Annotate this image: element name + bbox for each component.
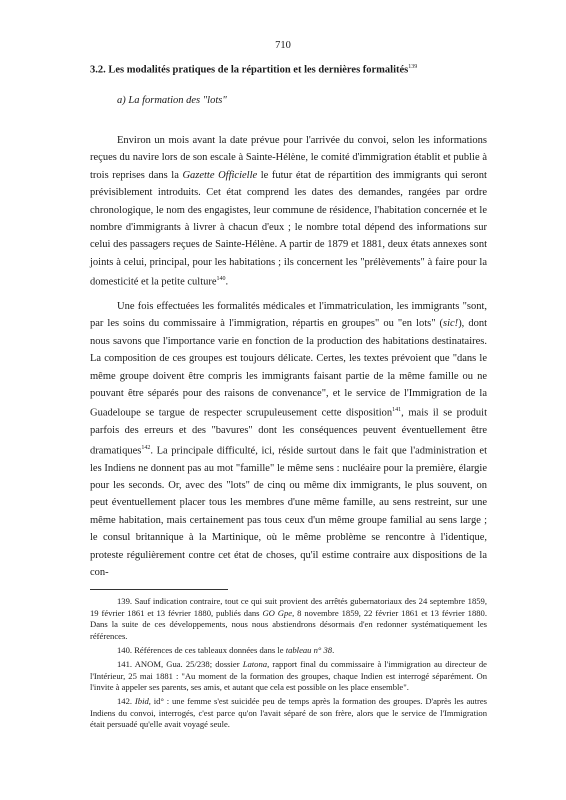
footnote-140-italic: tableau n° 38: [285, 644, 333, 655]
footnote-139-italic: GO Gpe: [262, 607, 293, 618]
paragraph-2: [90, 298, 487, 582]
sic-mark: sic!: [443, 318, 459, 330]
section-heading: [90, 64, 490, 76]
footnote-142-text-b: , id° : une femme s'est suicidée peu de temps après la formation des groupes. D'après les autres Indiens du convoi, interrogés, c'est parce qu'on l'avait séparé de son frère, alors que le service de l'Immigration était persuadé qu'elle avait voyagé seule.: [90, 696, 488, 730]
footnote-141: [90, 659, 487, 694]
footnote-139-text-a: 139. Sauf indication contraire, tout ce qui suit provient des arrêtés gubernatoriaux des 24 septembre 1859, 19 février 1861 et 13 février 1880, publiés dans: [90, 596, 487, 618]
footnote-139: [90, 596, 487, 642]
footnote-ref-140: 140: [216, 276, 226, 283]
paragraph-1-text-b: le futur état de répartition des immigrants qui seront prévisiblement introduits. Cet état comprend les dates des demandes, rangées par ordre chronologique, le nom des engagistes, leur commune de résidence, l'habitation concernée et le nombre d'immigrants à livrer à chacun d'eux ; le nombre total dépend des informations sur celui des passagers reçues de Sainte-Hélène. A partir de 1879 et 1881, deux états annexes sont joints à celui, principal, pour les habitations ; ils concernent les "prélèvements" à faire pour la domesticité et la petite culture: [90, 169, 487, 288]
page-number: 710: [275, 40, 291, 51]
footnote-141-text-b: , rapport final du commissaire à l'immigration au directeur de l'Intérieur, 25 mai 1881 : "Au moment de la formation des groupes, chaque Indien est interrogé séparément. On l'invite à appeler ses parents, ses amis, et autant que cela est possible on les place ensemble".: [90, 658, 487, 693]
footnote-142-text-a: 142.: [117, 696, 135, 707]
paragraph-1: [90, 132, 487, 291]
footnote-141-text-a: 141. ANOM, Gua. 25/238; dossier: [117, 658, 243, 669]
footnote-ref-141: 141: [392, 407, 402, 414]
footnote-140: [90, 645, 487, 657]
paragraph-2-text-a: Une fois effectuées les formalités médicales et l'immatriculation, les immigrants "sont, par les soins du commissaire à l'immigration, répartis en groupes" ou "en lots" (: [90, 301, 487, 330]
footnotes: [90, 596, 487, 734]
footnote-142-italic: Ibid: [134, 696, 149, 707]
paragraph-1-end: .: [225, 276, 229, 288]
footnote-ref-142: 142: [141, 444, 151, 451]
paragraph-2-text-d: . La principale difficulté, ici, réside surtout dans le fait que l'administration et les Indiens ne donnent pas au mot "famille" le même sens : nucléaire pour la première, élargie pour les seconds. Or, avec des "lots" de cinq ou même dix immigrants, le plus souvent, on peut éventuellement placer tous les membres d'une même famille, au sens restreint, sur une même habitation, mais certainement pas tous ceux d'un même groupe familial au sens large ; le consul britannique à la Martinique, où le même problème se rencontre à l'identique, proteste régulièrement contre cet état de choses, qu'il estime contraire aux dispositions de la con-: [90, 445, 487, 579]
paragraph-2-text-b: ), dont nous savons que l'importance varie en fonction de la production des habitations destinataires. La composition de ces groupes est toujours délicate. Certes, les textes prévoient que "dans le même groupe doivent être compris les immigrants faisant partie de la même famille ou ne pouvant être séparés pour des raisons de convenance", et le service de l'Immigration de la Guadeloupe se targue de respecter scrupuleusement cette disposition: [90, 318, 487, 419]
paragraph-2-text-c: , mais il se produit parfois des erreurs et des "bavures" dont les conséquences peuvent éventuellement être dramatiques: [90, 407, 487, 457]
footnote-140-text-b: .: [332, 644, 335, 655]
footnote-141-italic: Latona: [242, 658, 268, 669]
paragraph-1-text-a: Environ un mois avant la date prévue pour l'arrivée du convoi, selon les informations reçues du navire lors de son escale à Sainte-Hélène, le comité d'immigration établit et publie à trois reprises dans la: [90, 135, 487, 181]
footnote-140-text-a: 140. Références de ces tableaux données dans le: [117, 644, 286, 655]
footnote-142: [90, 696, 487, 731]
footnote-divider: [90, 589, 228, 590]
footnote-ref-139: 139: [408, 64, 418, 70]
section-heading-text: 3.2. Les modalités pratiques de la répartition et les dernières formalités: [90, 64, 409, 76]
subheading: a) La formation des "lots": [117, 95, 227, 106]
footnote-139-text-b: , 8 novembre 1859, 22 février 1861 et 13 février 1880. Dans la suite de ces développements, nous nous abstiendrons désormais d'en redonner systématiquement les références.: [90, 607, 487, 641]
gazette-title: Gazette Officielle: [182, 169, 258, 181]
